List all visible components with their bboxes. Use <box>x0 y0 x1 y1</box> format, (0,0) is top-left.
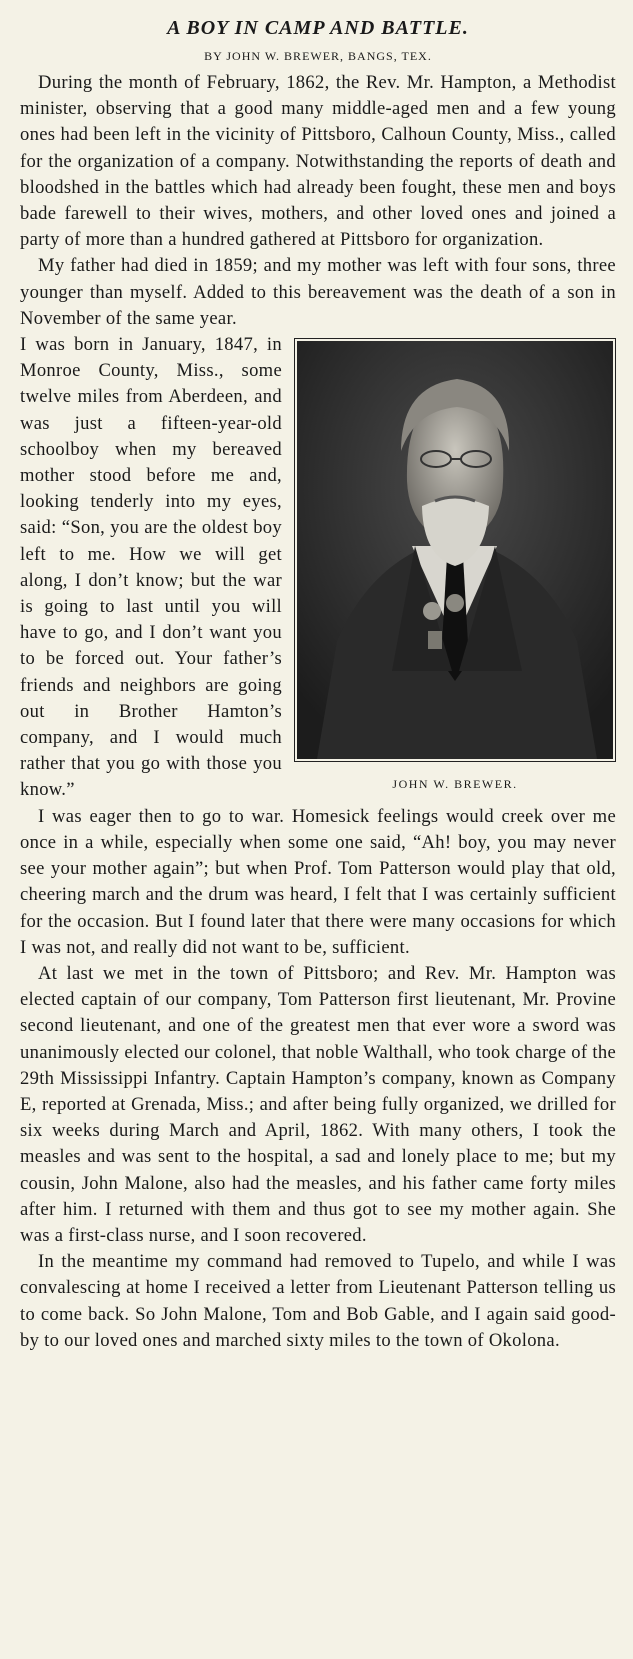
paragraph-6: In the meantime my command had removed to Tupelo, and while I was convalescing at home I received a letter from Lieutenant Patterson telling us to come back. So John Malone, Tom and Bob Gable, and I again said good-by to our loved ones and marched sixty miles to the town of Okolona. <box>20 1251 616 1351</box>
paragraph-5: At last we met in the town of Pittsboro; and Rev. Mr. Hampton was elected captain of our company, Tom Patterson first lieutenant, Mr. Provine second lieutenant, and one of the greatest men that ever wore a sword was unanimously elected our colonel, that noble Walthall, who took charge of the 29th Mississippi Infantry. Captain Hampton’s company, known as Company E, reported at Grenada, Miss.; and after being fully organized, we drilled for six weeks during March and April, 1862. With many others, I took the measles and was sent to the hospital, a sad and lonely place to me; but my cousin, John Malone, also had the measles, and his father came forty miles after him. I returned with them and thus got to see my mother again. She was a first-class nurse, and I soon recovered. <box>20 962 616 1246</box>
paragraph-4: I was eager then to go to war. Homesick feelings would creek over me once in a while, especially when some one said, “Ah! boy, you may never see your mother again”; but when Prof. Tom Patterson would play that old, cheering march and the drum was heard, I felt that I was certainly sufficient for the occasion. But I found later that there were many occasions for which I was not, and really did not want to be, sufficient. <box>20 805 616 958</box>
paragraph-2: My father had died in 1859; and my mother was left with four sons, three younger than myself. Added to this bereavement was the death of a son in November of the same year. <box>20 255 616 329</box>
portrait-photo-frame <box>294 338 616 762</box>
paragraph-3: I was born in January, 1847, in Monroe County, Miss., some twelve miles from Aberdeen, and was just a fifteen-year-old schoolboy when my bereaved mother stood before me and, looking tenderly into my eyes, said: “Son, you are the oldest boy left to me. How we will get along, I don’t know; but the war is going to last until you will have to go, and I don’t want you to be forced out. Your father’s friends and neighbors are going out in Brother Hamton’s company, and I would much rather that you go with those you know.” <box>20 334 282 801</box>
portrait-figure <box>294 338 616 792</box>
portrait-photo <box>297 341 613 759</box>
portrait-caption: JOHN W. BREWER. <box>392 777 518 792</box>
article-title: A BOY IN CAMP AND BATTLE. <box>167 17 469 39</box>
paragraph-1: During the month of February, 1862, the Rev. Mr. Hampton, a Methodist minister, observing that a good many middle-aged men and a few young ones had been left in the vicinity of Pittsboro, Calhoun County, Miss., called for the organization of a company. Notwithstanding the reports of death and bloodshed in the battles which had already been fought, these men and boys bade farewell to their wives, mothers, and other loved ones and joined a party of more than a hundred gathered at Pittsboro for organization. <box>20 72 616 251</box>
article-byline: BY JOHN W. BREWER, BANGS, TEX. <box>204 49 432 63</box>
